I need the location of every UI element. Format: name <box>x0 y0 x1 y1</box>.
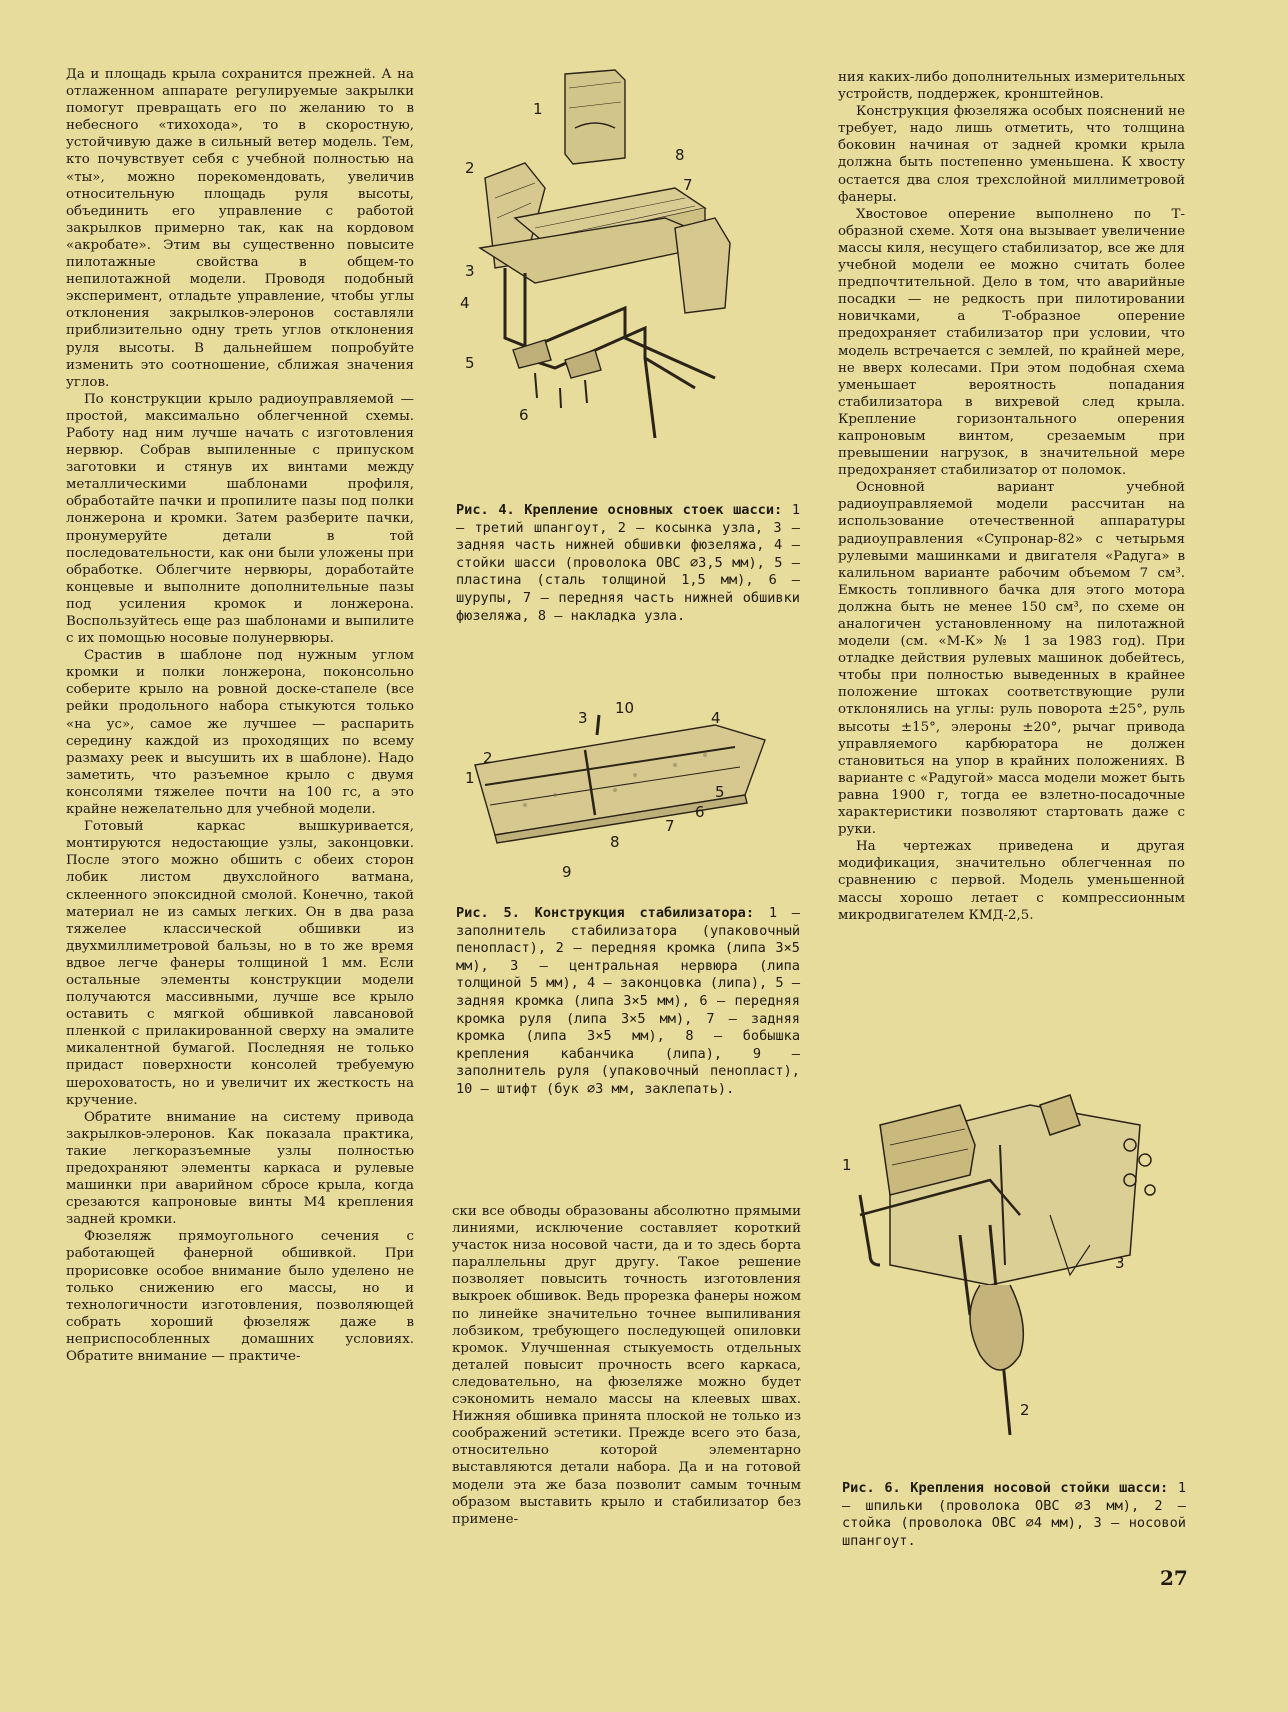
paragraph: По конструкции крыло радиоуправляемой — простой, максимально облегченной схемы. Работу над ним лучше начать с изготовления нервюр. Собрав выпиленные с припуском заготовки и стянув их винтами между металлическими шаблонами профиля, обработайте пачки и пропилите пазы под полки лонжерона и кромки. Затем разберите пачки, пронумеруйте детали в той последовательности, как они были уложены при обработке. Облегчите нервюры, доработайте концевые и выполните дополнительные пазы под усиления кромок и лонжерона. Воспользуйтесь еще раз шаблонами и выпилите с их помощью носовые полунервюры. <box>66 391 414 647</box>
figure-4-caption-body: 1 — третий шпангоут, 2 — косынка узла, 3 — задняя часть нижней обшивки фюзеляжа, 4 — стойки шасси (проволока ОВС ∅3,5 мм), 5 — пластина (сталь толщиной 1,5 мм), 6 — шурупы, 7 — передняя часть нижней обшивки фюзеляжа, 8 — накладка узла. <box>456 502 800 624</box>
figure-5-label: 3 <box>578 709 588 727</box>
paragraph: Обратите внимание на систему привода закрылков-элеронов. Как показала практика, такие легкоразъемные узлы полностью предохраняют элементы каркаса и рулевые машинки при аварийном сбросе крыла, когда срезаются капроновые винты М4 крепления задней кромки. <box>66 1109 414 1228</box>
figure-4-label: 3 <box>465 262 475 280</box>
figure-4-label: 7 <box>683 176 693 194</box>
figure-4-label: 5 <box>465 354 475 372</box>
figure-4-label: 8 <box>675 146 685 164</box>
figure-6-label: 3 <box>1115 1254 1125 1272</box>
text-column-3 <box>838 69 1185 924</box>
figure-4-caption-head: Рис. 4. Крепление основных стоек шасси: <box>456 502 783 518</box>
paragraph: Да и площадь крыла сохранится прежней. А на отлаженном аппарате регулируемые закрылки помогут превращать его по желанию то в небесного «тихохода», то в скоростную, устойчивую даже в сильный ветер модель. Тем, кто почувствует себя с учебной полностью на «ты», можно порекомендовать, увеличив относительную площадь руля высоты, объединить его управление с работой закрылков примерно так, как на кордовом «акробате». Этим вы существенно повысите пилотажные свойства в общем-то непилотажной модели. Проводя подобный эксперимент, отладьте управление, чтобы углы отклонения закрылков-элеронов составляли приблизительно одну треть углов отклонения руля высоты. В дальнейшем попробуйте изменить это соотношение, сближая значения углов. <box>66 67 414 390</box>
paragraph: Фюзеляж прямоугольного сечения с работающей фанерной обшивкой. При прорисовке особое внимание было уделено не только снижению его массы, но и технологичности изготовления, позволяющей собрать хороший фюзеляж даже в неприспособленных домашних условиях. Обратите внимание — практиче- <box>66 1229 414 1365</box>
figure-5-label: 6 <box>695 803 705 821</box>
figure-6-label: 1 <box>842 1156 852 1174</box>
figure-5-caption-head: Рис. 5. Конструкция стабилизатора: <box>456 905 755 921</box>
figure-4-label: 1 <box>533 100 543 118</box>
paragraph: Основной вариант учебной радиоуправляемой модели рассчитан на использование отечественной аппаратуры радиоуправления «Супронар-82» с четырьмя рулевыми машинками и двигателя «Радуга» в калильном варианте рабочим объемом 7 см³. Емкость топливного бачка для этого мотора должна быть не менее 150 см³, по схеме он аналогичен установленному на пилотажной модели (см. «М-К» № 1 за 1983 год). При отладке действия рулевых машинок добейтесь, чтобы при полностью выведенных в крайнее положение штоках соответствующие рули отклонялись на углы: руль поворота ±25°, руль высоты ±15°, элероны ±20°, рычаг привода управляемого карбюратора не должен становиться на упор в крайних положениях. В варианте с «Радугой» масса модели может быть равна 1900 г, тогда ее взлетно-посадочные характеристики позволяют стартовать даже с руки. <box>838 480 1185 838</box>
figure-6-nose-gear-mount <box>840 1085 1190 1455</box>
figure-5-stabilizer <box>465 695 810 895</box>
figure-6-caption <box>842 1480 1186 1550</box>
figure-5-label: 9 <box>562 863 572 881</box>
figure-5-label: 5 <box>715 783 725 801</box>
figure-5-label: 7 <box>665 817 675 835</box>
figure-4-caption <box>456 502 800 625</box>
figure-5-label: 4 <box>711 709 721 727</box>
figure-5-label: 1 <box>465 769 475 787</box>
figure-5-caption <box>456 905 800 1099</box>
figure-4-label: 2 <box>465 159 475 177</box>
paragraph: На чертежах приведена и другая модификация, значительно облегченная по сравнению с первой. Модель уменьшенной массы хорошо летает с компрессионным микродвигателем КМД-2,5. <box>838 839 1185 923</box>
text-column-1 <box>66 66 414 1365</box>
figure-6-label: 2 <box>1020 1401 1030 1419</box>
paragraph: Срастив в шаблоне под нужным углом кромки и полки лонжерона, поконсольно соберите крыло на ровной доске-стапеле (все рейки продольного набора стыкуются только «на ус», самое же лучшее — распарить середину каждой из проходящих по всему размаху реек и высушить их в шаблоне). Надо заметить, что разъемное крыло с двумя консолями тяжелее почти на 100 гс, а это крайне нежелательно для учебной модели. <box>66 648 414 818</box>
figure-5-label: 2 <box>483 749 493 767</box>
page-number: 27 <box>1160 1566 1188 1590</box>
paragraph: Хвостовое оперение выполнено по Т-образной схеме. Хотя она вызывает увеличение массы киля, несущего стабилизатор, все же для учебной модели ее можно считать более предпочтительной. Дело в том, что аварийные посадки — не редкость при пилотировании новичками, а Т-образное оперение предохраняет стабилизатор при условии, что модель встречается с землей, по крайней мере, не вверх колесами. При этом подобная схема уменьшает вероятность попадания стабилизатора в вихревой след крыла. Крепление горизонтального оперения капроновым винтом, срезаемым при превышении нагрузок, в значительной мере предохраняет стабилизатор от поломок. <box>838 206 1185 479</box>
text-column-2 <box>452 1203 801 1528</box>
paragraph: ски все обводы образованы абсолютно прямыми линиями, исключение составляет короткий участок низа носовой части, да и то здесь борта параллельны друг другу. Такое решение позволяет повысить точность изготовления выкроек обшивок. Ведь прорезка фанеры ножом по линейке значительно точнее выпиливания лобзиком, требующего последующей опиловки кромок. Улучшенная стыкуемость отдельных деталей повысит прочность всего каркаса, следовательно, на фюзеляже можно будет сэкономить немало массы на клеевых швах. Нижняя обшивка принята плоской не только из соображений эстетики. Прежде всего это база, относительно которой элементарно выставляются детали набора. Да и на готовой модели эта же база позволит самым точным образом выставить крыло и стабилизатор без примене- <box>452 1204 801 1527</box>
figure-5-label: 8 <box>610 833 620 851</box>
figure-6-caption-body: 1 — шпильки (проволока ОВС ∅3 мм), 2 — стойка (проволока ОВС ∅4 мм), 3 — носовой шпангоут. <box>842 1480 1186 1549</box>
paragraph: Готовый каркас вышкуривается, монтируются недостающие узлы, законцовки. После этого можно обшить с обеих сторон лобик листом двухслойного ватмана, склеенного эпоксидной смолой. Конечно, такой материал не из самых легких. Он в два раза тяжелее классической обшивки из двухмиллиметровой бальзы, но в то же время вдвое легче фанеры толщиной 1 мм. Если остальные элементы конструкции модели получаются массивными, лучше все крыло оставить с мягкой обшивкой лавсановой пленкой с прилакированной сверху на эмалите микалентной бумагой. Последняя не только придаст поверхности консолей требуемую шероховатость, но и увеличит их жесткость на кручение. <box>66 819 414 1108</box>
figure-4-landing-gear-mount <box>460 68 810 488</box>
figure-5-caption-body: 1 — заполнитель стабилизатора (упаковочный пенопласт), 2 — передняя кромка (липа 3×5 мм), 3 — центральная нервюра (липа толщиной 5 мм), 4 — законцовка (липа), 5 — задняя кромка (липа 3×5 мм), 6 — передняя кромка руля (липа 3×5 мм), 7 — задняя кромка (липа 3×5 мм), 8 — бобышка крепления кабанчика (липа), 9 — заполнитель руля (упаковочный пенопласт), 10 — штифт (бук ∅3 мм, заклепать). <box>456 905 800 1097</box>
figure-5-label: 10 <box>615 699 635 717</box>
figure-4-label: 4 <box>460 294 470 312</box>
paragraph: ния каких-либо дополнительных измерительных устройств, поддержек, кронштейнов. <box>838 70 1185 103</box>
figure-6-caption-head: Рис. 6. Крепления носовой стойки шасси: <box>842 1480 1169 1496</box>
paragraph: Конструкция фюзеляжа особых пояснений не требует, надо лишь отметить, что толщина боковин начиная от задней кромки крыла должна быть постепенно уменьшена. К хвосту остается два слоя трехслойной миллиметровой фанеры. <box>838 104 1185 205</box>
figure-4-label: 6 <box>519 406 529 424</box>
